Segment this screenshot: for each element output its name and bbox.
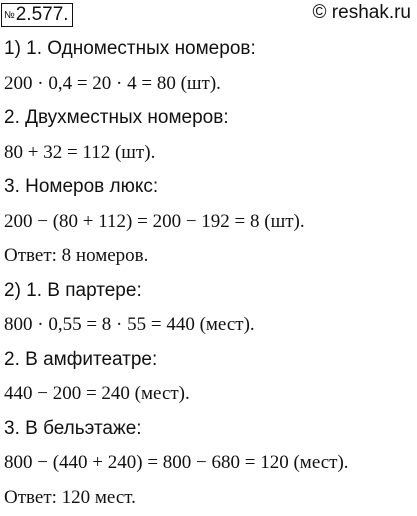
line-part2-step1-calc: 800 · 0,55 = 8 · 55 = 440 (мест). (4, 309, 416, 344)
number-sign: № (4, 10, 15, 21)
solution-text (4, 33, 416, 516)
line-part1-step2-calc: 80 + 32 = 112 (шт). (4, 137, 416, 172)
line-part2-step2-heading: 2. В амфитеатре: (4, 344, 416, 379)
line-part1-step2-heading: 2. Двухместных номеров: (4, 102, 416, 137)
line-part2-step3-calc: 800 − (440 + 240) = 800 − 680 = 120 (мест). (4, 447, 416, 482)
line-part2-step2-calc: 440 − 200 = 240 (мест). (4, 378, 416, 413)
line-part1-step1-heading: 1) 1. Одноместных номеров: (4, 33, 416, 68)
line-part2-answer: Ответ: 120 мест. (4, 482, 416, 516)
source-watermark: © reshak.ru (313, 2, 411, 24)
line-part1-step1-calc: 200 · 0,4 = 20 · 4 = 80 (шт). (4, 68, 416, 103)
line-part1-answer: Ответ: 8 номеров. (4, 240, 416, 275)
task-number-box (1, 3, 73, 27)
line-part2-step1-heading: 2) 1. В партере: (4, 275, 416, 310)
line-part2-step3-heading: 3. В бельэтаже: (4, 413, 416, 448)
header (0, 0, 417, 30)
line-part1-step3-calc: 200 − (80 + 112) = 200 − 192 = 8 (шт). (4, 206, 416, 241)
line-part1-step3-heading: 3. Номеров люкс: (4, 171, 416, 206)
task-number: 2.577. (16, 4, 69, 25)
